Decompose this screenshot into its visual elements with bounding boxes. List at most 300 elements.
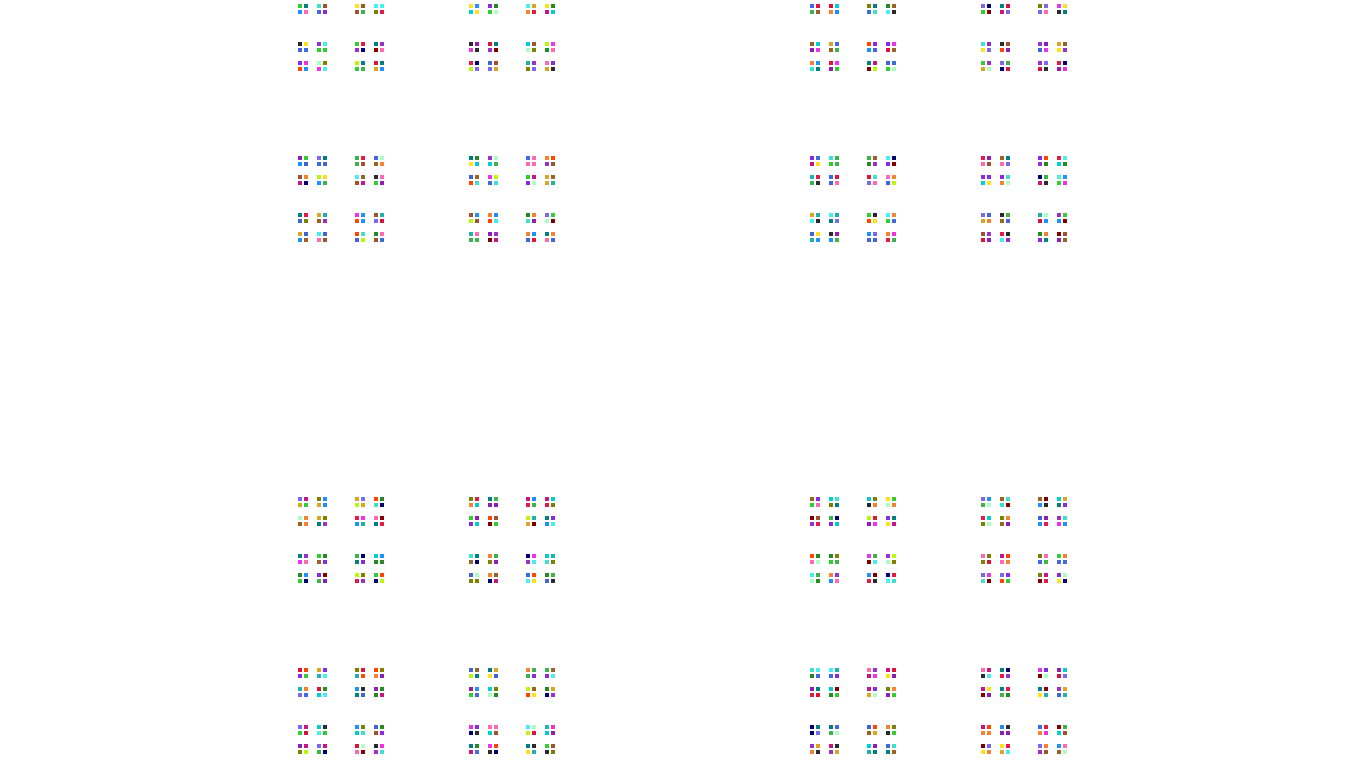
- pattern-dot: [1044, 42, 1048, 46]
- pattern-dot: [1006, 162, 1010, 166]
- pattern-dot: [1057, 181, 1061, 185]
- pattern-dot: [987, 579, 991, 583]
- pattern-dot: [1057, 156, 1061, 160]
- pattern-dot: [829, 744, 833, 748]
- pattern-dot: [1038, 579, 1042, 583]
- pattern-dot: [816, 162, 820, 166]
- pattern-dot: [892, 213, 896, 217]
- pattern-dot: [551, 668, 555, 672]
- pattern-dot: [532, 219, 536, 223]
- pattern-dot: [873, 573, 877, 577]
- pattern-dot: [892, 750, 896, 754]
- pattern-dot: [526, 4, 530, 8]
- pattern-dot: [1044, 4, 1048, 8]
- pattern-dot: [488, 522, 492, 526]
- pattern-dot: [1044, 579, 1048, 583]
- pattern-dot: [867, 687, 871, 691]
- pattern-dot: [380, 219, 384, 223]
- pattern-dot: [829, 554, 833, 558]
- pattern-dot: [475, 522, 479, 526]
- pattern-dot: [835, 67, 839, 71]
- pattern-dot: [494, 4, 498, 8]
- pattern-dot: [835, 522, 839, 526]
- pattern-dot: [526, 573, 530, 577]
- pattern-dot: [380, 175, 384, 179]
- pattern-dot: [304, 674, 308, 678]
- pattern-dot: [469, 175, 473, 179]
- pattern-dot: [475, 156, 479, 160]
- pattern-dot: [355, 674, 359, 678]
- pattern-dot: [829, 560, 833, 564]
- pattern-dot: [317, 725, 321, 729]
- pattern-dot: [816, 67, 820, 71]
- pattern-dot: [361, 42, 365, 46]
- pattern-dot: [867, 579, 871, 583]
- pattern-dot: [374, 725, 378, 729]
- pattern-dot: [1057, 213, 1061, 217]
- pattern-dot: [987, 674, 991, 678]
- pattern-dot: [873, 668, 877, 672]
- pattern-dot: [551, 573, 555, 577]
- pattern-dot: [551, 219, 555, 223]
- pattern-dot: [469, 162, 473, 166]
- pattern-dot: [981, 10, 985, 14]
- pattern-dot: [380, 61, 384, 65]
- pattern-dot: [304, 503, 308, 507]
- pattern-dot: [886, 10, 890, 14]
- pattern-dot: [494, 42, 498, 46]
- pattern-dot: [532, 4, 536, 8]
- pattern-dot: [374, 503, 378, 507]
- pattern-dot: [551, 48, 555, 52]
- pattern-dot: [886, 61, 890, 65]
- pattern-dot: [873, 181, 877, 185]
- pattern-dot: [867, 162, 871, 166]
- pattern-dot: [816, 687, 820, 691]
- pattern-dot: [1044, 162, 1048, 166]
- pattern-dot: [317, 162, 321, 166]
- pattern-dot: [494, 579, 498, 583]
- pattern-dot: [298, 61, 302, 65]
- pattern-dot: [374, 668, 378, 672]
- pattern-dot: [1063, 579, 1067, 583]
- pattern-dot: [469, 693, 473, 697]
- pattern-dot: [374, 219, 378, 223]
- pattern-dot: [323, 213, 327, 217]
- pattern-dot: [298, 503, 302, 507]
- pattern-dot: [981, 744, 985, 748]
- pattern-dot: [380, 238, 384, 242]
- pattern-dot: [532, 693, 536, 697]
- pattern-dot: [1063, 693, 1067, 697]
- pattern-dot: [1044, 61, 1048, 65]
- pattern-dot: [488, 503, 492, 507]
- pattern-dot: [494, 503, 498, 507]
- pattern-dot: [1063, 67, 1067, 71]
- pattern-dot: [488, 232, 492, 236]
- pattern-dot: [1000, 725, 1004, 729]
- pattern-dot: [886, 48, 890, 52]
- pattern-dot: [526, 238, 530, 242]
- pattern-dot: [987, 725, 991, 729]
- pattern-dot: [304, 61, 308, 65]
- pattern-dot: [380, 579, 384, 583]
- pattern-dot: [1044, 731, 1048, 735]
- pattern-dot: [374, 744, 378, 748]
- pattern-dot: [835, 668, 839, 672]
- pattern-dot: [981, 213, 985, 217]
- pattern-dot: [810, 175, 814, 179]
- pattern-dot: [1006, 573, 1010, 577]
- pattern-dot: [1000, 67, 1004, 71]
- pattern-dot: [551, 731, 555, 735]
- pattern-dot: [526, 579, 530, 583]
- pattern-dot: [488, 67, 492, 71]
- pattern-dot: [1038, 725, 1042, 729]
- pattern-dot: [1044, 497, 1048, 501]
- pattern-dot: [987, 522, 991, 526]
- pattern-dot: [1006, 213, 1010, 217]
- pattern-dot: [374, 232, 378, 236]
- pattern-dot: [835, 213, 839, 217]
- pattern-dot: [298, 42, 302, 46]
- pattern-dot: [835, 497, 839, 501]
- pattern-dot: [469, 238, 473, 242]
- pattern-dot: [532, 10, 536, 14]
- pattern-dot: [1038, 516, 1042, 520]
- pattern-dot: [829, 181, 833, 185]
- pattern-dot: [1000, 687, 1004, 691]
- pattern-dot: [1000, 579, 1004, 583]
- pattern-dot: [323, 162, 327, 166]
- pattern-dot: [1044, 687, 1048, 691]
- pattern-dot: [987, 61, 991, 65]
- pattern-dot: [298, 4, 302, 8]
- pattern-dot: [469, 213, 473, 217]
- pattern-dot: [1038, 42, 1042, 46]
- pattern-dot: [361, 238, 365, 242]
- pattern-dot: [1006, 175, 1010, 179]
- pattern-dot: [873, 219, 877, 223]
- pattern-dot: [361, 522, 365, 526]
- pattern-dot: [532, 731, 536, 735]
- pattern-dot: [1057, 744, 1061, 748]
- pattern-dot: [816, 731, 820, 735]
- pattern-dot: [829, 693, 833, 697]
- pattern-dot: [1057, 687, 1061, 691]
- pattern-dot: [892, 516, 896, 520]
- pattern-dot: [1006, 744, 1010, 748]
- pattern-dot: [323, 687, 327, 691]
- pattern-dot: [380, 503, 384, 507]
- pattern-dot: [835, 560, 839, 564]
- pattern-dot: [867, 175, 871, 179]
- pattern-dot: [867, 522, 871, 526]
- pattern-dot: [551, 674, 555, 678]
- pattern-dot: [494, 693, 498, 697]
- pattern-dot: [1044, 67, 1048, 71]
- pattern-dot: [1044, 554, 1048, 558]
- pattern-dot: [1063, 725, 1067, 729]
- pattern-dot: [1057, 61, 1061, 65]
- pattern-dot: [361, 67, 365, 71]
- pattern-dot: [469, 67, 473, 71]
- pattern-dot: [1044, 156, 1048, 160]
- pattern-dot: [298, 175, 302, 179]
- pattern-dot: [886, 579, 890, 583]
- pattern-dot: [380, 573, 384, 577]
- pattern-dot: [317, 67, 321, 71]
- pattern-dot: [469, 61, 473, 65]
- pattern-dot: [835, 516, 839, 520]
- pattern-dot: [810, 668, 814, 672]
- pattern-dot: [551, 213, 555, 217]
- pattern-dot: [298, 232, 302, 236]
- pattern-dot: [886, 4, 890, 8]
- pattern-dot: [488, 156, 492, 160]
- pattern-dot: [1038, 219, 1042, 223]
- pattern-dot: [1038, 10, 1042, 14]
- pattern-dot: [298, 10, 302, 14]
- pattern-dot: [526, 175, 530, 179]
- pattern-dot: [526, 554, 530, 558]
- pattern-dot: [355, 693, 359, 697]
- pattern-dot: [488, 560, 492, 564]
- pattern-dot: [1044, 693, 1048, 697]
- pattern-dot: [987, 42, 991, 46]
- pattern-dot: [374, 522, 378, 526]
- pattern-dot: [304, 238, 308, 242]
- pattern-dot: [1057, 48, 1061, 52]
- pattern-dot: [1038, 731, 1042, 735]
- pattern-dot: [892, 48, 896, 52]
- pattern-dot: [1006, 516, 1010, 520]
- pattern-dot: [532, 156, 536, 160]
- pattern-dot: [488, 48, 492, 52]
- pattern-dot: [816, 213, 820, 217]
- pattern-dot: [867, 213, 871, 217]
- pattern-dot: [810, 232, 814, 236]
- pattern-dot: [323, 573, 327, 577]
- pattern-dot: [317, 579, 321, 583]
- pattern-dot: [867, 668, 871, 672]
- pattern-dot: [494, 67, 498, 71]
- pattern-dot: [829, 516, 833, 520]
- pattern-dot: [494, 156, 498, 160]
- pattern-dot: [323, 238, 327, 242]
- pattern-dot: [494, 725, 498, 729]
- pattern-dot: [374, 554, 378, 558]
- pattern-dot: [355, 522, 359, 526]
- pattern-dot: [829, 42, 833, 46]
- pattern-dot: [361, 156, 365, 160]
- pattern-dot: [545, 42, 549, 46]
- pattern-dot: [835, 750, 839, 754]
- pattern-dot: [1000, 503, 1004, 507]
- pattern-dot: [355, 156, 359, 160]
- pattern-dot: [361, 725, 365, 729]
- pattern-dot: [355, 687, 359, 691]
- pattern-dot: [892, 579, 896, 583]
- pattern-dot: [355, 61, 359, 65]
- pattern-dot: [873, 4, 877, 8]
- pattern-dot: [355, 219, 359, 223]
- pattern-dot: [494, 213, 498, 217]
- pattern-dot: [810, 61, 814, 65]
- pattern-dot: [488, 4, 492, 8]
- pattern-dot: [873, 560, 877, 564]
- pattern-dot: [526, 219, 530, 223]
- pattern-dot: [494, 238, 498, 242]
- pattern-dot: [475, 674, 479, 678]
- pattern-dot: [475, 744, 479, 748]
- pattern-dot: [987, 181, 991, 185]
- pattern-dot: [488, 181, 492, 185]
- pattern-dot: [867, 573, 871, 577]
- pattern-dot: [298, 668, 302, 672]
- pattern-dot: [886, 668, 890, 672]
- pattern-dot: [816, 181, 820, 185]
- pattern-dot: [1006, 687, 1010, 691]
- pattern-dot: [469, 674, 473, 678]
- pattern-dot: [1044, 219, 1048, 223]
- pattern-dot: [1006, 67, 1010, 71]
- pattern-dot: [475, 175, 479, 179]
- pattern-dot: [380, 522, 384, 526]
- pattern-dot: [873, 687, 877, 691]
- pattern-dot: [469, 503, 473, 507]
- pattern-dot: [1063, 573, 1067, 577]
- pattern-dot: [1000, 48, 1004, 52]
- pattern-dot: [361, 503, 365, 507]
- pattern-dot: [317, 232, 321, 236]
- pattern-dot: [298, 516, 302, 520]
- pattern-dot: [545, 497, 549, 501]
- pattern-dot: [494, 573, 498, 577]
- pattern-dot: [867, 238, 871, 242]
- pattern-dot: [298, 573, 302, 577]
- pattern-dot: [545, 61, 549, 65]
- pattern-dot: [892, 560, 896, 564]
- pattern-dot: [1006, 4, 1010, 8]
- pattern-dot: [475, 750, 479, 754]
- pattern-dot: [1057, 522, 1061, 526]
- pattern-dot: [304, 668, 308, 672]
- pattern-dot: [1000, 522, 1004, 526]
- pattern-dot: [475, 560, 479, 564]
- pattern-dot: [317, 731, 321, 735]
- pattern-dot: [1038, 687, 1042, 691]
- pattern-dot: [873, 213, 877, 217]
- pattern-dot: [526, 48, 530, 52]
- pattern-dot: [816, 516, 820, 520]
- pattern-dot: [816, 668, 820, 672]
- pattern-dot: [1038, 693, 1042, 697]
- pattern-dot: [981, 731, 985, 735]
- pattern-dot: [1063, 175, 1067, 179]
- pattern-dot: [374, 4, 378, 8]
- pattern-dot: [867, 554, 871, 558]
- pattern-dot: [469, 744, 473, 748]
- pattern-dot: [532, 687, 536, 691]
- pattern-dot: [816, 693, 820, 697]
- pattern-dot: [829, 232, 833, 236]
- pattern-dot: [361, 674, 365, 678]
- pattern-dot: [323, 497, 327, 501]
- pattern-dot: [323, 579, 327, 583]
- pattern-dot: [810, 687, 814, 691]
- pattern-dot: [987, 516, 991, 520]
- pattern-dot: [987, 232, 991, 236]
- pattern-dot: [886, 213, 890, 217]
- pattern-dot: [551, 238, 555, 242]
- pattern-dot: [551, 560, 555, 564]
- pattern-dot: [867, 693, 871, 697]
- pattern-dot: [532, 497, 536, 501]
- pattern-dot: [317, 687, 321, 691]
- pattern-dot: [317, 181, 321, 185]
- pattern-dot: [361, 744, 365, 748]
- pattern-dot: [317, 10, 321, 14]
- pattern-dot: [469, 48, 473, 52]
- pattern-dot: [494, 219, 498, 223]
- pattern-dot: [475, 579, 479, 583]
- pattern-dot: [494, 522, 498, 526]
- pattern-dot: [298, 750, 302, 754]
- pattern-dot: [545, 213, 549, 217]
- pattern-dot: [488, 238, 492, 242]
- pattern-dot: [867, 503, 871, 507]
- pattern-dot: [867, 42, 871, 46]
- pattern-dot: [469, 750, 473, 754]
- pattern-dot: [545, 522, 549, 526]
- pattern-dot: [1057, 219, 1061, 223]
- pattern-dot: [1000, 573, 1004, 577]
- pattern-dot: [829, 668, 833, 672]
- pattern-dot: [1006, 725, 1010, 729]
- pattern-dot: [551, 497, 555, 501]
- pattern-dot: [810, 744, 814, 748]
- pattern-dot: [545, 744, 549, 748]
- pattern-dot: [551, 693, 555, 697]
- pattern-dot: [981, 554, 985, 558]
- pattern-dot: [545, 668, 549, 672]
- pattern-dot: [810, 156, 814, 160]
- pattern-dot: [304, 573, 308, 577]
- pattern-dot: [317, 156, 321, 160]
- pattern-dot: [475, 10, 479, 14]
- pattern-dot: [1044, 668, 1048, 672]
- pattern-dot: [526, 232, 530, 236]
- pattern-dot: [488, 579, 492, 583]
- pattern-dot: [532, 162, 536, 166]
- pattern-dot: [475, 497, 479, 501]
- pattern-dot: [545, 4, 549, 8]
- pattern-dot: [886, 42, 890, 46]
- pattern-dot: [867, 516, 871, 520]
- pattern-dot: [361, 232, 365, 236]
- pattern-dot: [304, 731, 308, 735]
- pattern-dot: [987, 503, 991, 507]
- pattern-dot: [551, 181, 555, 185]
- pattern-dot: [323, 744, 327, 748]
- pattern-dot: [374, 516, 378, 520]
- pattern-dot: [1006, 731, 1010, 735]
- pattern-dot: [1000, 497, 1004, 501]
- pattern-dot: [374, 579, 378, 583]
- pattern-dot: [810, 731, 814, 735]
- pattern-dot: [298, 693, 302, 697]
